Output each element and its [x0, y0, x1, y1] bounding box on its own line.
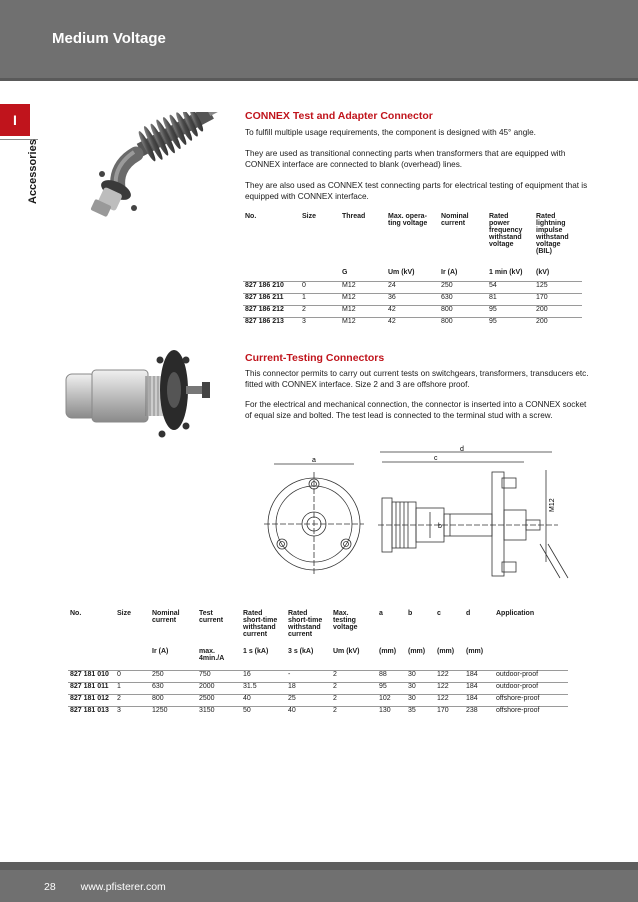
- table-cell: 2500: [197, 694, 241, 706]
- table-cell: M12: [340, 317, 386, 329]
- table-cell: 1: [300, 293, 340, 305]
- table-cell: 42: [386, 317, 439, 329]
- table-cell: 2: [331, 682, 377, 694]
- unit-cell: Um (kV): [388, 269, 415, 276]
- table-row: [68, 694, 568, 706]
- unit-cell: 1 s (kA): [243, 648, 269, 655]
- section1-title: CONNEX Test and Adapter Connector: [245, 110, 433, 122]
- header-cell: Rated lightning impulse withstand voltage (BIL): [536, 213, 569, 255]
- table-cell: 50: [241, 706, 286, 718]
- table-cell: 827 181 013: [68, 706, 115, 718]
- table-cell: 16: [241, 670, 286, 682]
- table-cell: 42: [386, 305, 439, 317]
- table-units-row: [243, 269, 582, 281]
- table-cell: 2: [115, 694, 150, 706]
- table-cell: outdoor-proof: [494, 682, 568, 694]
- header-cell: Max. opera- ting voltage: [388, 213, 428, 227]
- header-cell: Rated short-time withstand current: [288, 610, 323, 638]
- table-cell: 750: [197, 670, 241, 682]
- unit-cell: (mm): [437, 648, 455, 655]
- table-cell: 630: [150, 682, 197, 694]
- table-cell: 36: [386, 293, 439, 305]
- section1-paragraph-1: To fulfill multiple usage requirements, the component is designed with 45° angle.: [245, 128, 536, 137]
- table-cell: 54: [487, 281, 534, 293]
- table-units-row: [68, 648, 568, 670]
- table-cell: 30: [406, 694, 435, 706]
- table-cell: 102: [377, 694, 406, 706]
- table-cell: 250: [439, 281, 487, 293]
- table-cell: 200: [534, 305, 582, 317]
- table-cell: 122: [435, 670, 464, 682]
- table-cell: 95: [487, 317, 534, 329]
- page-number: 28: [44, 881, 56, 893]
- table-row: [243, 317, 582, 329]
- table-cell: 122: [435, 694, 464, 706]
- table-row: [68, 682, 568, 694]
- table-cell: 30: [406, 682, 435, 694]
- header-cell: Test current: [199, 610, 224, 624]
- table-cell: 18: [286, 682, 331, 694]
- table-cell: 1: [115, 682, 150, 694]
- table-cell: 125: [534, 281, 582, 293]
- current-testing-table: [68, 610, 568, 718]
- thread-label: M12: [549, 498, 556, 512]
- current-testing-connector-image: [62, 348, 222, 448]
- table-cell: 95: [487, 305, 534, 317]
- connex-adapter-table: [243, 213, 582, 329]
- unit-cell: (mm): [466, 648, 484, 655]
- section2-paragraph-2: For the electrical and mechanical connection, the connector is inserted into a CONNEX socket of equal size and bolted. The test lead is connected to the terminal stud with a screw.: [245, 400, 587, 420]
- table-cell: 30: [406, 670, 435, 682]
- table-cell: 31.5: [241, 682, 286, 694]
- unit-cell: (kV): [536, 269, 550, 276]
- header-cell: Nominal current: [152, 610, 180, 624]
- table-row: [243, 293, 582, 305]
- header-cell: Nominal current: [441, 213, 469, 227]
- table-cell: 2: [331, 706, 377, 718]
- unit-cell: [243, 269, 300, 281]
- unit-cell: max. 4min./A: [199, 648, 225, 662]
- table-cell: 2: [300, 305, 340, 317]
- header-cell: Rated power frequency withstand voltage: [489, 213, 523, 248]
- page-header: [0, 0, 638, 78]
- table-cell: 88: [377, 670, 406, 682]
- footer-band: [0, 862, 638, 870]
- table-cell: 827 186 213: [243, 317, 300, 329]
- table-cell: 827 186 212: [243, 305, 300, 317]
- unit-cell: 1 min (kV): [489, 269, 523, 276]
- table-cell: 630: [439, 293, 487, 305]
- unit-cell: Ir (A): [152, 648, 169, 655]
- section1-paragraph-2: They are used as transitional connecting parts when transformers that are equipped with CONNEX interface are connected to blank (overhead) lines.: [245, 149, 566, 169]
- dim-b-label: b: [438, 523, 442, 530]
- table-cell: -: [286, 670, 331, 682]
- table-cell: 3: [115, 706, 150, 718]
- table-cell: outdoor-proof: [494, 670, 568, 682]
- header-cell: d: [466, 610, 471, 617]
- table-cell: 40: [241, 694, 286, 706]
- table-cell: 827 186 211: [243, 293, 300, 305]
- table-row: [243, 281, 582, 293]
- table-cell: 2000: [197, 682, 241, 694]
- table-row: [68, 670, 568, 682]
- table-cell: 827 181 012: [68, 694, 115, 706]
- table-cell: 122: [435, 682, 464, 694]
- table-header-row: [68, 610, 568, 648]
- chapter-tab: I: [0, 104, 30, 136]
- table-cell: offshore-proof: [494, 694, 568, 706]
- table-cell: 250: [150, 670, 197, 682]
- table-cell: 40: [286, 706, 331, 718]
- header-cell: Rated short-time withstand current: [243, 610, 278, 638]
- table-row: [243, 305, 582, 317]
- header-cell: No.: [245, 213, 257, 220]
- table-cell: 170: [435, 706, 464, 718]
- section2-paragraph-1: This connector permits to carry out current tests on switchgears, transformers, transducers etc. fitted with CONNEX interface. Size 2 and 3 are offshore proof.: [245, 369, 589, 389]
- table-cell: 35: [406, 706, 435, 718]
- table-cell: M12: [340, 305, 386, 317]
- dim-d-label: d: [460, 446, 464, 453]
- header-cell: a: [379, 610, 383, 617]
- table-cell: 2: [331, 670, 377, 682]
- table-cell: 800: [439, 317, 487, 329]
- unit-cell: (mm): [408, 648, 426, 655]
- table-cell: 184: [464, 670, 494, 682]
- table-cell: M12: [340, 293, 386, 305]
- header-divider: [0, 78, 638, 81]
- unit-cell: Ir (A): [441, 269, 458, 276]
- connex-adapter-image: [78, 112, 228, 220]
- unit-cell: [494, 648, 568, 670]
- table-cell: 200: [534, 317, 582, 329]
- table-cell: 95: [377, 682, 406, 694]
- unit-cell: G: [342, 269, 348, 276]
- header-cell: Max. testing voltage: [333, 610, 358, 631]
- table-cell: 184: [464, 682, 494, 694]
- table-cell: 0: [300, 281, 340, 293]
- table-cell: 3150: [197, 706, 241, 718]
- table-header-row: [243, 213, 582, 269]
- table-cell: 800: [439, 305, 487, 317]
- dim-a-label: a: [312, 457, 316, 464]
- table-cell: 130: [377, 706, 406, 718]
- table-cell: 827 181 010: [68, 670, 115, 682]
- unit-cell: (mm): [379, 648, 397, 655]
- page-title: Medium Voltage: [52, 30, 166, 47]
- side-section-label: Accessories: [27, 139, 39, 204]
- header-cell: c: [437, 610, 441, 617]
- table-cell: 827 181 011: [68, 682, 115, 694]
- unit-cell: [68, 648, 115, 670]
- header-cell: No.: [70, 610, 82, 617]
- table-cell: M12: [340, 281, 386, 293]
- table-cell: 800: [150, 694, 197, 706]
- table-cell: 1250: [150, 706, 197, 718]
- table-cell: 184: [464, 694, 494, 706]
- table-cell: 0: [115, 670, 150, 682]
- unit-cell: Um (kV): [333, 648, 360, 655]
- header-cell: Size: [117, 610, 132, 617]
- header-cell: Thread: [342, 213, 366, 220]
- footer-url[interactable]: www.pfisterer.com: [80, 881, 166, 893]
- table-cell: 170: [534, 293, 582, 305]
- table-cell: 238: [464, 706, 494, 718]
- unit-cell: 3 s (kA): [288, 648, 314, 655]
- section1-paragraph-3: They are also used as CONNEX test connecting parts for electrical testing of equipment that is equipped with CONNEX interface.: [245, 181, 588, 201]
- table-cell: offshore-proof: [494, 706, 568, 718]
- table-cell: 827 186 210: [243, 281, 300, 293]
- unit-cell: [300, 269, 340, 281]
- table-cell: 3: [300, 317, 340, 329]
- header-cell: Size: [302, 213, 317, 220]
- table-row: [68, 706, 568, 718]
- section2-title: Current-Testing Connectors: [245, 352, 385, 364]
- header-cell: Application: [496, 610, 535, 617]
- footer-text: [44, 881, 188, 893]
- header-cell: b: [408, 610, 413, 617]
- table-cell: 81: [487, 293, 534, 305]
- dim-c-label: c: [434, 455, 438, 462]
- technical-drawing: [262, 444, 582, 594]
- table-cell: 24: [386, 281, 439, 293]
- table-cell: 25: [286, 694, 331, 706]
- table-cell: 2: [331, 694, 377, 706]
- unit-cell: [115, 648, 150, 670]
